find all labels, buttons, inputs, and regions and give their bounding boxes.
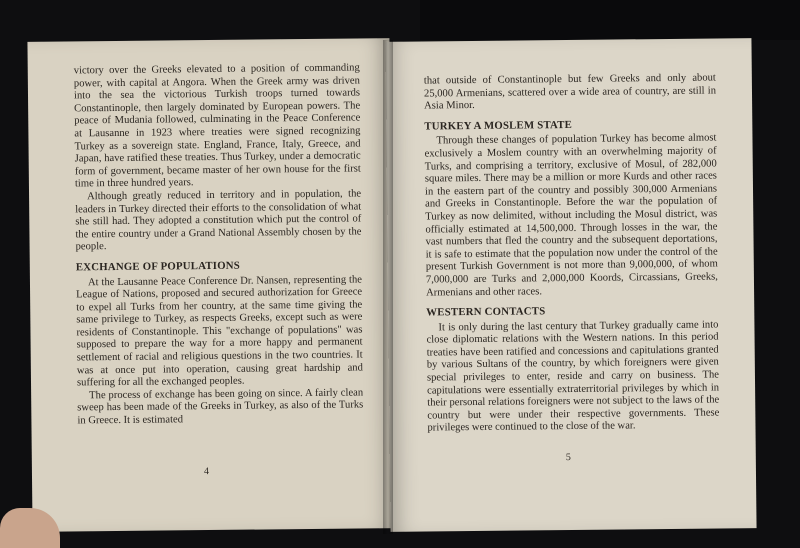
heading-exchange-of-populations: EXCHANGE OF POPULATIONS: [75, 259, 241, 274]
right-page: [385, 38, 756, 532]
book-spine: [383, 40, 393, 534]
right-paragraph-2: Through these changes of population Turkey has become almost exclusively a Moslem country with an overwhelming majority of Turks, and comprising a territory, exclusive of Mosul, of 282,000 square miles. There may be a million or more Kurds and other races in the eastern part of the country and possibly 300,000 Armenians and Greeks in Constantinople. Before the war the population of Turkey as now delimited, without including the Mosul district, was officially estimated at 14,500,000. Through losses in the war, the vast numbers that fled the country and the subsequent deportations, it is safe to estimate that the population now under the control of the present Turkish Government is not more than 9,000,000, of whom 7,000,000 are Turks and 2,000,000 Koords, Circassians, Greeks, Armenians and other races.: [424, 132, 718, 299]
right-paragraph-1: that outside of Constantinople but few Greeks and only about 25,000 Armenians, scattered over a wide area of country, are still in Asia Minor.: [423, 72, 717, 112]
left-paragraph-4: The process of exchange has been going on since. A fairly clean sweep has been made of the Greeks in Turkey, as also of the Turks in Greece. It is estimated: [77, 387, 364, 427]
left-paragraph-2: Although greatly reduced in territory and in population, the leaders in Turkey directed their efforts to the consolidation of what she still had. They adopted a constitution which put the control of the entire country under a Grand National Assembly chosen by the people.: [75, 188, 362, 253]
left-paragraph-1: victory over the Greeks elevated to a position of commanding power, with capital at Angora. When the Greek army was driven into the sea the victorious Turkish troops turned towards Constantinople, then largely dominated by European powers. The peace of Mudania followed, culminating in the Peace Conference at Lausanne in 1923 where treaties were signed recognizing Turkey as a sovereign state. England, France, Italy, Greece, and Japan, have ratified these treaties. Thus Turkey, under a democratic form of government, became master of her own house for the first time in three hundred years.: [73, 62, 361, 190]
left-page: [27, 38, 394, 532]
left-page-text: [74, 62, 364, 428]
heading-turkey-a-moslem-state: TURKEY A MOSLEM STATE: [424, 118, 573, 133]
background-dark: [420, 0, 800, 40]
page-number-right: 5: [565, 452, 571, 464]
right-page-text: [424, 72, 720, 435]
right-paragraph-3: It is only during the last century that Turkey gradually came into close diplomatic relations with the Western nations. In this period treaties have been ratified and concessions and capitulations granted by various Sultans of the country, by which foreigners were given special privileges to enter, reside and carry on business. The capitulations were essentially extraterritorial privileges by which in their personal relations foreigners were not subject to the laws of the country but were under their respective governments. These privileges were continued to the close of the war.: [426, 319, 720, 434]
page-number-left: 4: [203, 466, 210, 478]
left-paragraph-3: At the Lausanne Peace Conference Dr. Nansen, representing the League of Nations, proposed and secured authorization for Greece to expel all Turks from her country, at the same time giving the same privilege to Turkey, as respects Greeks, except such as were residents of Constantinople. This "exchange of populations" was supposed to prepare the way for a more happy and permanent settlement of racial and religious questions in the two countries. It was at once put into operation, causing great hardship and suffering for all the exchanged peoples.: [76, 273, 363, 389]
heading-western-contacts: WESTERN CONTACTS: [426, 305, 546, 319]
